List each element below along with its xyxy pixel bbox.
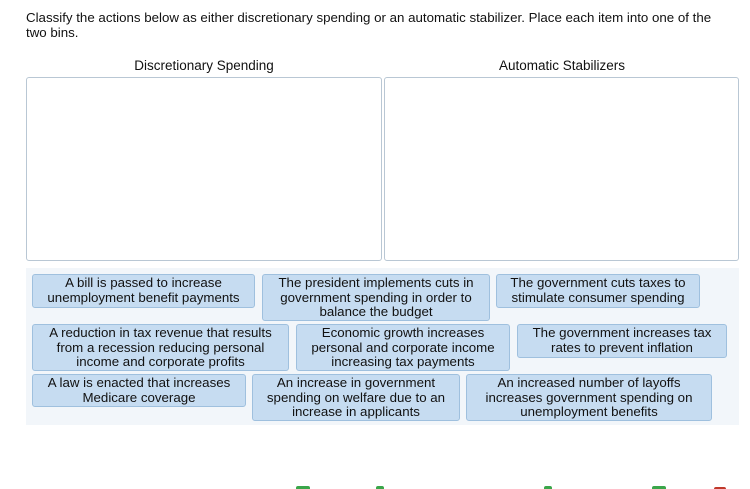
item-card[interactable] (32, 374, 246, 407)
item-card[interactable] (32, 324, 289, 371)
bin-title-automatic: Automatic Stabilizers (498, 58, 626, 73)
item-label: The government increases tax rates to prevent inflation (532, 325, 712, 355)
item-card[interactable] (296, 324, 510, 371)
instructions-text: Classify the actions below as either discretionary spending or an automatic stabilizer. Place each item into one of the two bins. (26, 10, 712, 40)
bin-automatic-stabilizers[interactable] (384, 77, 739, 261)
item-label: A bill is passed to increase unemployment benefit payments (47, 275, 240, 305)
bin-discretionary-spending[interactable] (26, 77, 382, 261)
item-label: The government cuts taxes to stimulate consumer spending (510, 275, 686, 305)
item-label: The president implements cuts in government spending in order to balance the budget (278, 275, 474, 319)
item-card[interactable] (517, 324, 727, 358)
item-label: An increase in government spending on welfare due to an increase in applicants (266, 375, 446, 419)
bin-title-discretionary: Discretionary Spending (134, 58, 274, 73)
item-card[interactable] (466, 374, 712, 421)
item-card[interactable] (496, 274, 700, 308)
item-label: A reduction in tax revenue that results from a recession reducing personal income and corporate profits (49, 325, 272, 369)
item-label: An increased number of layoffs increases government spending on unemployment benefits (485, 375, 693, 419)
item-card[interactable] (262, 274, 490, 321)
item-label: A law is enacted that increases Medicare coverage (47, 375, 231, 405)
item-label: Economic growth increases personal and corporate income increasing tax payments (311, 325, 495, 369)
item-card[interactable] (32, 274, 255, 308)
item-card[interactable] (252, 374, 460, 421)
